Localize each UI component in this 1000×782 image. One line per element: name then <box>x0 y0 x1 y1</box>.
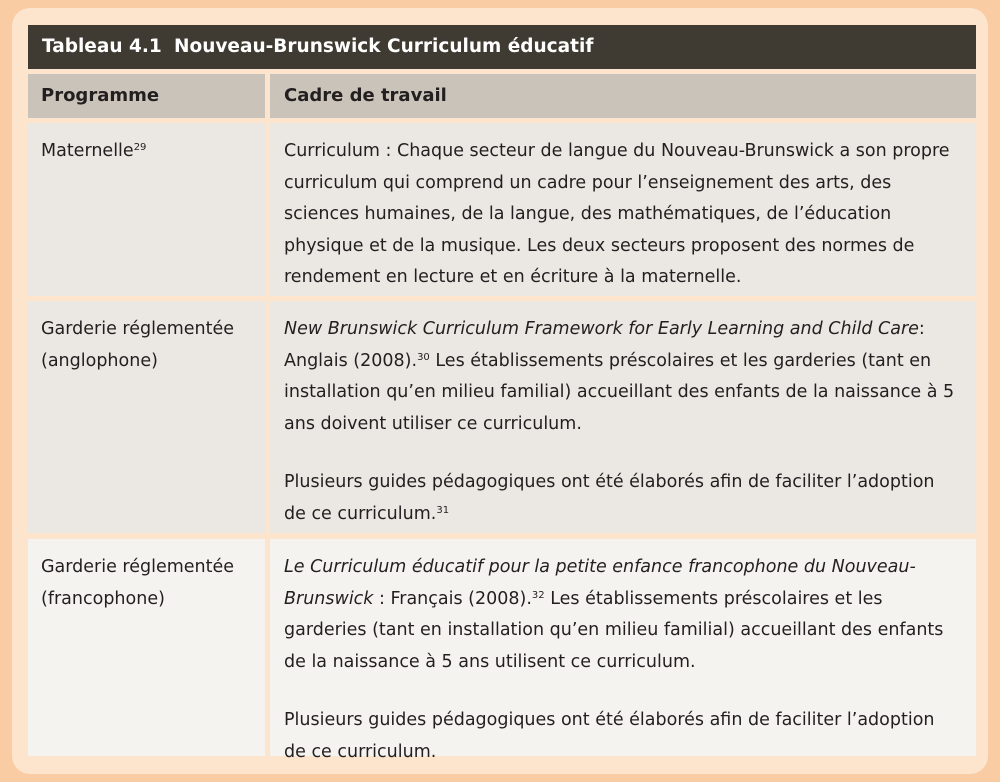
program-language: (francophone) <box>41 588 165 609</box>
guides-paragraph <box>284 467 956 530</box>
table-title-bar <box>28 25 976 69</box>
footnote-ref: 32 <box>531 589 545 601</box>
framework-cell <box>270 123 976 296</box>
program-name: Maternelle <box>41 141 134 161</box>
framework-paragraph <box>284 314 956 440</box>
guides-text: Plusieurs guides pédagogiques ont été élaborés afin de faciliter l’adoption de ce curriculum. <box>284 710 935 762</box>
header-framework: Cadre de travail <box>270 74 976 118</box>
framework-title: New Brunswick Curriculum Framework for Early Learning and Child Care <box>284 319 919 339</box>
table-row <box>28 301 976 533</box>
program-cell <box>28 539 265 756</box>
table-title: Nouveau-Brunswick Curriculum éducatif <box>174 36 594 57</box>
table-number: Tableau 4.1 <box>42 36 162 57</box>
footnote-ref: 31 <box>436 504 450 516</box>
program-language: (anglophone) <box>41 350 158 371</box>
framework-text: Les établissements préscolaires et les garderies (tant en installation qu’en milieu familial) accueillant des enfants de la naissance à 5 ans utilisent ce curriculum. <box>284 588 944 672</box>
guides-text: Plusieurs guides pédagogiques ont été élaborés afin de faciliter l’adoption de ce curriculum. <box>284 472 935 524</box>
table-header-row <box>28 74 976 118</box>
program-name: Garderie réglementée <box>41 557 235 577</box>
framework-language: : Anglais (2008). <box>284 319 925 371</box>
header-program: Programme <box>28 74 265 118</box>
table-row <box>28 123 976 296</box>
footnote-ref: 29 <box>133 142 147 154</box>
framework-cell <box>270 301 976 533</box>
framework-paragraph <box>284 552 956 678</box>
program-name: Garderie réglementée <box>41 319 235 339</box>
framework-title: Le Curriculum éducatif pour la petite enfance francophone du Nouveau-Brunswick <box>284 557 916 609</box>
table-row <box>28 539 976 762</box>
guides-paragraph <box>284 705 956 768</box>
framework-cell <box>270 539 976 762</box>
framework-text: Curriculum : Chaque secteur de langue du Nouveau-Brunswick a son propre curriculum qui comprend un cadre pour l’enseignement des arts, des sciences humaines, de la langue, des mathématiques, de l’éducation physique et de la musique. Les deux secteurs proposent des normes de rendement en lecture et en écriture à la maternelle. <box>284 141 950 287</box>
program-cell <box>28 301 265 533</box>
footnote-ref: 30 <box>417 351 430 363</box>
framework-text: Les établissements préscolaires et les garderies (tant en installation qu’en milieu familial) accueillant des enfants de la naissance à 5 ans doivent utiliser ce curriculum. <box>284 350 955 434</box>
framework-language: : Français (2008). <box>373 588 532 609</box>
program-cell <box>28 123 265 296</box>
